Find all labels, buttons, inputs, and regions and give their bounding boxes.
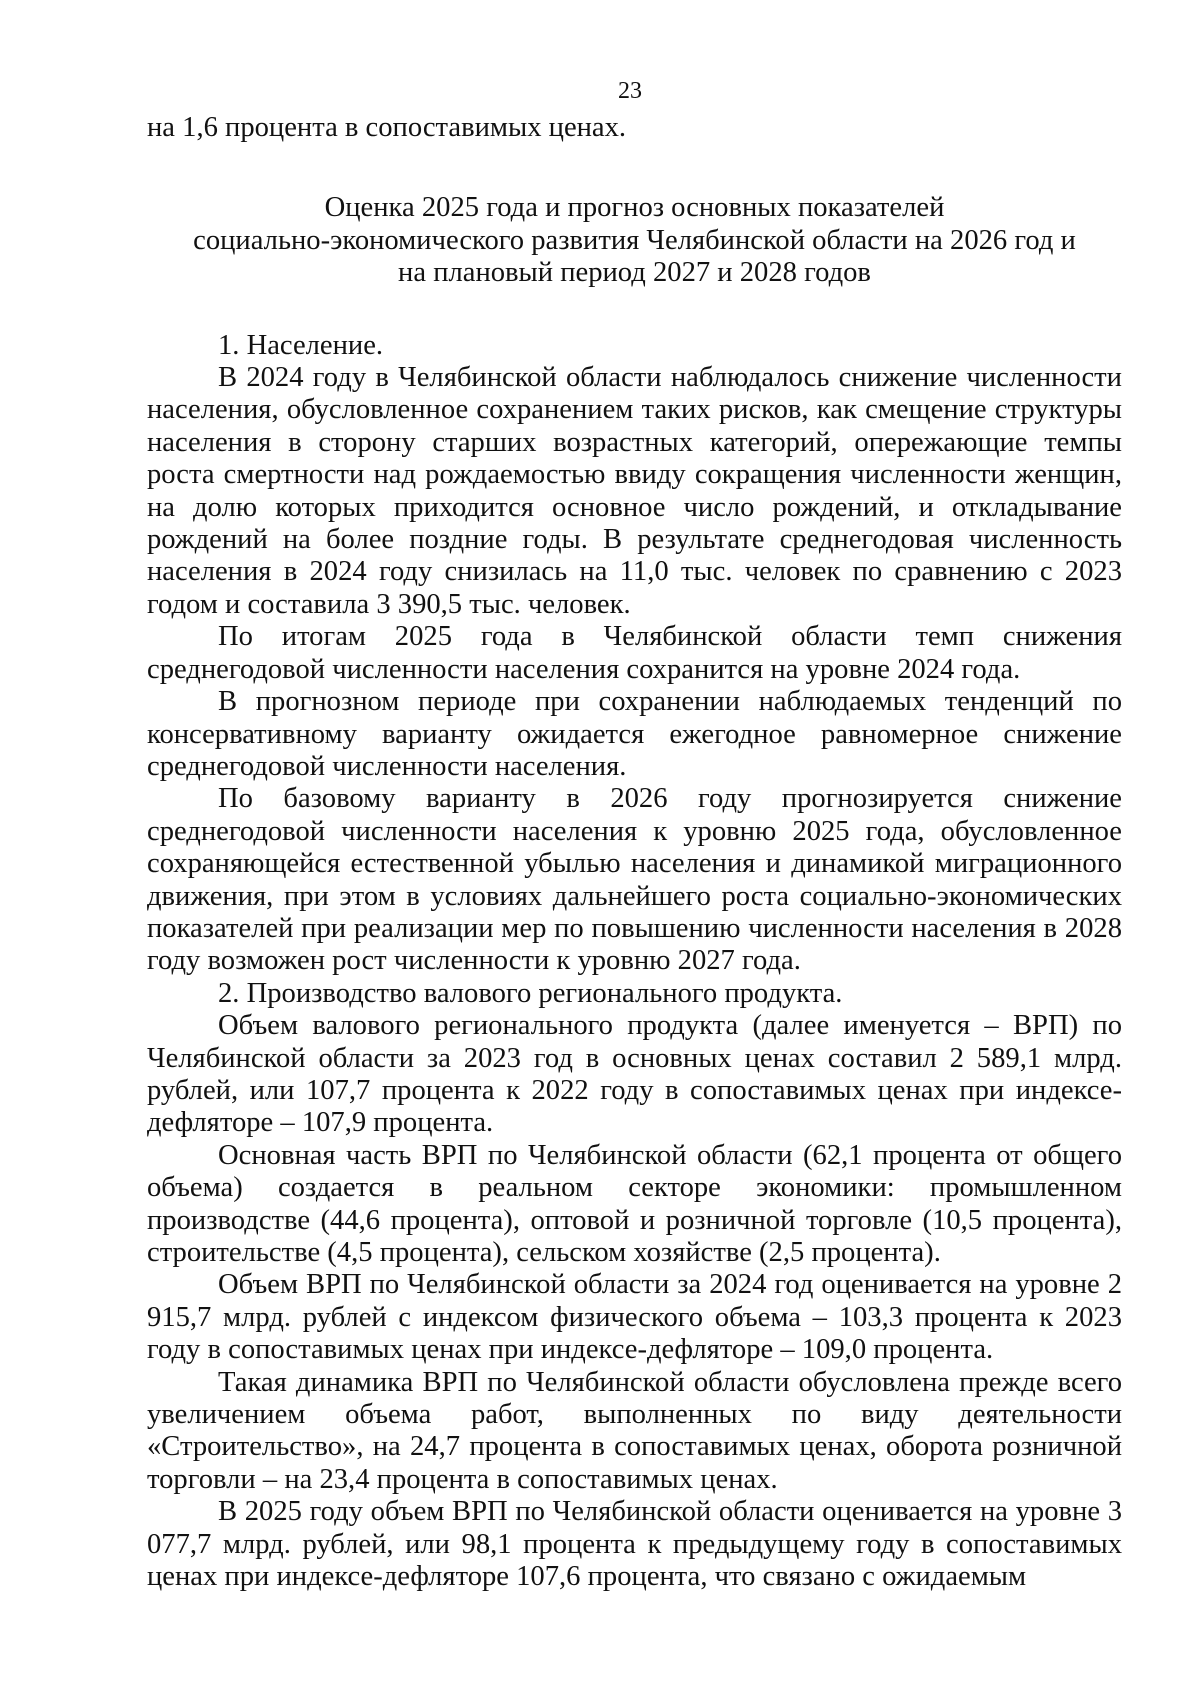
paragraph: В прогнозном периоде при сохранении наблюдаемых тенденций по консервативному варианту ожидается ежегодное равномерное снижение среднегодовой численности населения. [147, 686, 1122, 782]
subsection-title-grp: 2. Производство валового регионального продукта. [218, 977, 843, 1009]
page-number: 23 [618, 78, 642, 104]
paragraph: По итогам 2025 года в Челябинской области темп снижения среднегодовой численности населения сохранится на уровне 2024 года. [147, 621, 1122, 685]
heading-line-2: социально-экономического развития Челябинской области на 2026 год и [193, 224, 1076, 256]
paragraph: Основная часть ВРП по Челябинской области (62,1 процента от общего объема) создается в реальном секторе экономики: промышленном производстве (44,6 процента), оптовой и розничной торговле (10,5 процента), строительстве (4,5 процента), сельском хозяйстве (2,5 процента). [147, 1139, 1122, 1268]
section-heading [147, 192, 1122, 289]
paragraph: В 2025 году объем ВРП по Челябинской области оценивается на уровне 3 077,7 млрд. рублей, или 98,1 процента к предыдущему году в сопоставимых ценах при индексе-дефляторе 107,6 процента, что связано с ожидаемым [147, 1496, 1122, 1593]
paragraph: Объем ВРП по Челябинской области за 2024 год оценивается на уровне 2 915,7 млрд. рублей с индексом физического объема – 103,3 процента к 2023 году в сопоставимых ценах при индексе-дефляторе – 109,0 процента. [147, 1269, 1122, 1366]
heading-line-1: Оценка 2025 года и прогноз основных показателей [324, 192, 945, 224]
heading-line-3: на плановый период 2027 и 2028 годов [398, 257, 871, 289]
paragraph: По базовому варианту в 2026 году прогнозируется снижение среднегодовой численности населения к уровню 2025 года, обусловленное сохраняющейся естественной убылью населения и динамикой миграционного движения, при этом в условиях дальнейшего роста социально-экономических показателей при реализации мер по повышению численности населения в 2028 году возможен рост численности к уровню 2027 года. [147, 783, 1122, 977]
document-body [147, 112, 1122, 1593]
paragraph: Объем валового регионального продукта (далее именуется – ВРП) по Челябинской области за 2023 год в основных ценах составил 2 589,1 млрд. рублей, или 107,7 процента к 2022 году в сопоставимых ценах при индексе-дефляторе – 107,9 процента. [147, 1010, 1122, 1139]
paragraph: Такая динамика ВРП по Челябинской области обусловлена прежде всего увеличением объема работ, выполненных по виду деятельности «Строительство», на 24,7 процента в сопоставимых ценах, оборота розничной торговли – на 23,4 процента в сопоставимых ценах. [147, 1366, 1122, 1495]
paragraph: В 2024 году в Челябинской области наблюдалось снижение численности населения, обусловленное сохранением таких рисков, как смещение структуры населения в сторону старших возрастных категорий, опережающие темпы роста смертности над рождаемостью ввиду сокращения численности женщин, на долю которых приходится основное число рождений, и откладывание рождений на более поздние годы. В результате среднегодовая численность населения в 2024 году снизилась на 11,0 тыс. человек по сравнению с 2023 годом и составила 3 390,5 тыс. человек. [147, 362, 1122, 620]
subsection-title-population: 1. Население. [218, 329, 384, 361]
continuation-text: на 1,6 процента в сопоставимых ценах. [147, 112, 627, 143]
